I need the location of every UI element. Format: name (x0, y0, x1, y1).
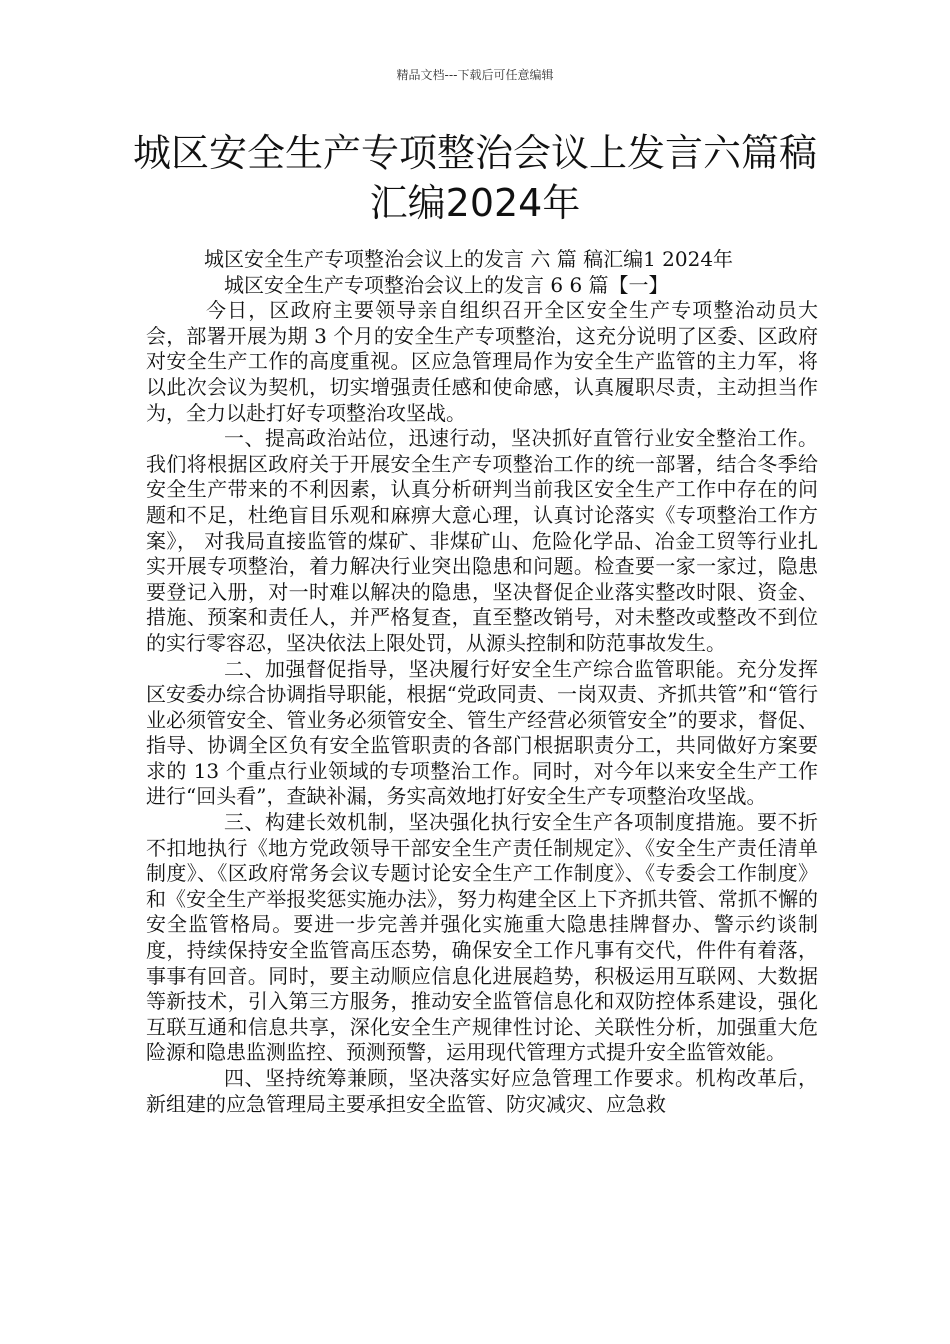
section-heading: 城区安全生产专项整治会议上的发言 6 6 篇【一】 (224, 272, 669, 297)
document-title: 城区安全生产专项整治会议上发言六篇稿汇编2024年 (132, 131, 817, 225)
paragraph-intro: 今日，区政府主要领导亲自组织召开全区安全生产专项整治动员大会，部署开展为期 3 个月的安全生产专项整治，这充分说明了区委、区政府对安全生产工作的高度重视。区应急管理局作为安全生产监管的主力军，将以此次会议为契机，切实增强责任感和使命感，认真履职尽责，主动担当作为，全力以赴打好专项整治攻坚战。 (146, 298, 818, 425)
paragraph-point-3: 三、构建长效机制，坚决强化执行安全生产各项制度措施。要不折不扣地执行《地方党政领导干部安全生产责任制规定》、《安全生产责任清单制度》、《区政府常务会议专题讨论安全生产工作制度》、《专委会工作制度》和《安全生产举报奖惩实施办法》，努力构建全区上下齐抓共管、常抓不懈的安全监管格局。要进一步完善并强化实施重大隐患挂牌督办、警示约谈制度，持续保持安全监管高压态势，确保安全工作凡事有交代，件件有着落，事事有回音。同时，要主动顺应信息化进展趋势，积极运用互联网、大数据等新技术，引入第三方服务，推动安全监管信息化和双防控体系建设，强化互联互通和信息共享，深化安全生产规律性讨论、关联性分析，加强重大危险源和隐患监测监控、预测预警，运用现代管理方式提升安全监管效能。 (146, 810, 818, 1065)
paragraph-point-4: 四、坚持统筹兼顾，坚决落实好应急管理工作要求。机构改革后，新组建的应急管理局主要承担安全监管、防灾减灾、应急救 (146, 1066, 818, 1116)
paragraph-point-1: 一、提高政治站位，迅速行动，坚决抓好直管行业安全整治工作。我们将根据区政府关于开展安全生产专项整治工作的统一部署，结合冬季给安全生产带来的不利因素，认真分析研判当前我区安全生产工作中存在的问题和不足，杜绝盲目乐观和麻痹大意心理，认真讨论落实《专项整治工作方案》， 对我局直接监管的煤矿、非煤矿山、危险化学品、冶金工贸等行业扎实开展专项整治，着力解决行业突出隐患和问题。检查要一家一家过，隐患要登记入册，对一时难以解决的隐患，坚决督促企业落实整改时限、资金、措施、预案和责任人，并严格复查，直至整改销号，对未整改或整改不到位的实行零容忍，坚决依法上限处罚，从源头控制和防范事故发生。 (146, 426, 818, 655)
document-body (146, 247, 818, 1117)
paragraph-point-2: 二、加强督促指导，坚决履行好安全生产综合监管职能。充分发挥区安委办综合协调指导职能，根据“党政同责、一岗双责、齐抓共管”和“管行业必须管安全、管业务必须管安全、管生产经营必须管安全”的要求，督促、指导、协调全区负有安全监管职责的各部门根据职责分工，共同做好方案要求的 13 个重点行业领域的专项整治工作。同时，对今年以来安全生产工作进行“回头看”，查缺补漏，务实高效地打好安全生产专项整治攻坚战。 (146, 656, 818, 809)
header-note: 精品文档---下载后可任意编辑 (396, 68, 554, 82)
document-subtitle: 城区安全生产专项整治会议上的发言 六 篇 稿汇编1 2024年 (204, 247, 734, 271)
